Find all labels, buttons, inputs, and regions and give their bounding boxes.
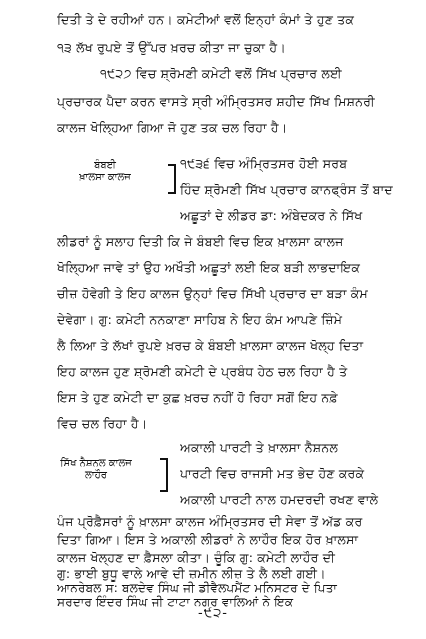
margin-note-line: ਬੰਬਈ xyxy=(94,160,116,171)
text-line: ਦਿਤੀ ਤੇ ਦੇ ਰਹੀਆਂ ਹਨ। ਕਮੇਟੀਆਂ ਵਲੋਂ ਇਨ੍ਹਾਂ ਕੰਮਾਂ ਤੇ ਹੁਣ ਤਕ xyxy=(57,12,355,27)
text-line: ਦਿਤਾ ਗਿਆ। ਇਸ ਤੇ ਅਕਾਲੀ ਲੀਡਰਾਂ ਨੇ ਲਾਹੌਰ ਇਕ ਹੋਰ ਖ਼ਾਲਸਾ xyxy=(57,532,359,547)
margin-bracket xyxy=(160,458,168,492)
text-line: ਪ੍ਰਚਾਰਕ ਪੈਦਾ ਕਰਨ ਵਾਸਤੇ ਸ੍ਰੀ ਅੰਮ੍ਰਿਤਸਰ ਸ਼ਹੀਦ ਸਿੱਖ ਮਿਸ਼ਨਰੀ xyxy=(57,94,375,109)
text-line: ਇਹ ਕਾਲਜ ਹੁਣ ਸ਼੍ਰੋਮਣੀ ਕਮੇਟੀ ਦੇ ਪ੍ਰਬੰਧ ਹੇਠ ਚਲ ਰਿਹਾ ਹੈ ਤੇ xyxy=(57,364,348,379)
text-line: ਅਕਾਲੀ ਪਾਰਟੀ ਨਾਲ ਹਮਦਰਦੀ ਰਖਣ ਵਾਲੇ xyxy=(180,492,379,507)
text-line: ੧੯੨੭ ਵਿਚ ਸ਼੍ਰੋਮਣੀ ਕਮੇਟੀ ਵਲੋਂ ਸਿੱਖ ਪ੍ਰਚਾਰ ਲਈ xyxy=(100,66,342,81)
text-line: ਹਿੰਦ ਸ਼੍ਰੋਮਣੀ ਸਿੱਖ ਪ੍ਰਚਾਰ ਕਾਨਫ੍ਰੰਸ ਤੋਂ ਬਾਦ xyxy=(180,182,393,197)
text-line: ਦੇਵੇਗਾ। ਗੁ: ਕਮੇਟੀ ਨਨਕਾਣਾ ਸਾਹਿਬ ਨੇ ਇਹ ਕੰਮ ਆਪਣੇ ਜ਼ਿੰਮੇ xyxy=(57,312,343,327)
margin-note-line: ਲਾਹੌਰ xyxy=(85,470,107,481)
text-line: ਪੰਜ ਪ੍ਰੋਫ਼ੈਸਰਾਂ ਨੂੰ ਖ਼ਾਲਸਾ ਕਾਲਜ ਅੰਮ੍ਰਿਤਸਰ ਦੀ ਸੇਵਾ ਤੋਂ ਅੱਡ ਕਰ xyxy=(57,514,363,529)
text-line: ਇਸ ਤੇ ਹੁਣ ਕਮੇਟੀ ਦਾ ਕੁਛ ਖ਼ਰਚ ਨਹੀਂ ਹੋ ਰਿਹਾ ਸਗੋਂ ਇਹ ਨਫ਼ੇ xyxy=(57,390,338,405)
margin-note-lahore xyxy=(36,458,156,482)
text-line: ਆਨਰੇਬਲ ਸ: ਬਲਦੇਵ ਸਿੰਘ ਜੀ ਡੀਵੈਲਪਮੈਂਟ ਮਨਿਸਟਰ ਦੇ ਪਿਤਾ xyxy=(57,581,338,595)
text-line: ਪਾਰਟੀ ਵਿਚ ਰਾਜਸੀ ਮਤ ਭੇਦ ਹੋਣ ਕਰਕੇ xyxy=(180,466,365,481)
margin-note-line: ਸਿੱਖ ਨੈਸ਼ਨਲ ਕਾਲਜ xyxy=(60,458,132,469)
text-line: ਲੈ ਲਿਆ ਤੇ ਲੱਖਾਂ ਰੁਪਏ ਖ਼ਰਚ ਕੇ ਬੰਬਈ ਖ਼ਾਲਸਾ ਕਾਲਜ ਖੋਲ੍ਹ ਦਿਤਾ xyxy=(57,338,364,353)
text-line: ਵਿਚ ਚਲ ਰਿਹਾ ਹੈ। xyxy=(57,416,148,431)
page-number: -੯੨- xyxy=(198,606,228,621)
text-line: ਅਛੂਤਾਂ ਦੇ ਲੀਡਰ ਡਾ: ਅੰਬੇਦਕਰ ਨੇ ਸਿੱਖ xyxy=(180,208,363,223)
text-line: ਕਾਲਜ ਖੋਲ੍ਹਣ ਦਾ ਫ਼ੈਸਲਾ ਕੀਤਾ। ਚੂੰਕਿ ਗੁ: ਕਮੇਟੀ ਲਾਹੌਰ ਦੀ xyxy=(57,550,336,565)
margin-note-bombay xyxy=(40,160,170,184)
text-line: ਕਾਲਜ ਖੋਲ੍ਹਿਆ ਗਿਆ ਜੋ ਹੁਣ ਤਕ ਚਲ ਰਿਹਾ ਹੈ। xyxy=(57,120,288,135)
text-line: ਖੋਲ੍ਹਿਆ ਜਾਵੇ ਤਾਂ ਉਹ ਅਖੌਤੀ ਅਛੂਤਾਂ ਲਈ ਇਕ ਬੜੀ ਲਾਭਦਾਇਕ xyxy=(57,260,361,275)
text-line: ਗੁ: ਭਾਈ ਬੁਧੂ ਵਾਲੇ ਆਵੇ ਦੀ ਜ਼ਮੀਨ ਲੀਜ਼ ਤੇ ਲੈ ਲਈ ਗਈ। xyxy=(57,566,326,581)
text-line: ਅਕਾਲੀ ਪਾਰਟੀ ਤੇ ਖ਼ਾਲਸਾ ਨੈਸ਼ਨਲ xyxy=(180,440,338,455)
text-line: ਲੀਡਰਾਂ ਨੂੰ ਸਲਾਹ ਦਿਤੀ ਕਿ ਜੇ ਬੰਬਈ ਵਿਚ ਇਕ ਖ਼ਾਲਸਾ ਕਾਲਜ xyxy=(57,234,344,249)
text-line: ੧੯੩੬ ਵਿਚ ਅੰਮ੍ਰਿਤਸਰ ਹੋਈ ਸਰਬ xyxy=(180,156,348,171)
margin-bracket xyxy=(168,164,176,194)
margin-note-line: ਖ਼ਾਲਸਾ ਕਾਲਜ xyxy=(79,172,131,183)
text-line: ਸਰਦਾਰ ਇੰਦਰ ਸਿੰਘ ਜੀ ਟਾਟਾ ਨਗਰ ਵਾਲਿਆਂ ਨੇ ਇਕ xyxy=(57,595,294,609)
text-line: ਚੀਜ਼ ਹੋਵੇਗੀ ਤੇ ਇਹ ਕਾਲਜ ਉਨ੍ਹਾਂ ਵਿਚ ਸਿੱਖੀ ਪ੍ਰਚਾਰ ਦਾ ਬੜਾ ਕੰਮ xyxy=(57,286,368,301)
text-line: ੧੩ ਲੱਖ ਰੁਪਏ ਤੋਂ ਉੱਪਰ ਖ਼ਰਚ ਕੀਤਾ ਜਾ ਚੁਕਾ ਹੈ। xyxy=(57,40,286,55)
